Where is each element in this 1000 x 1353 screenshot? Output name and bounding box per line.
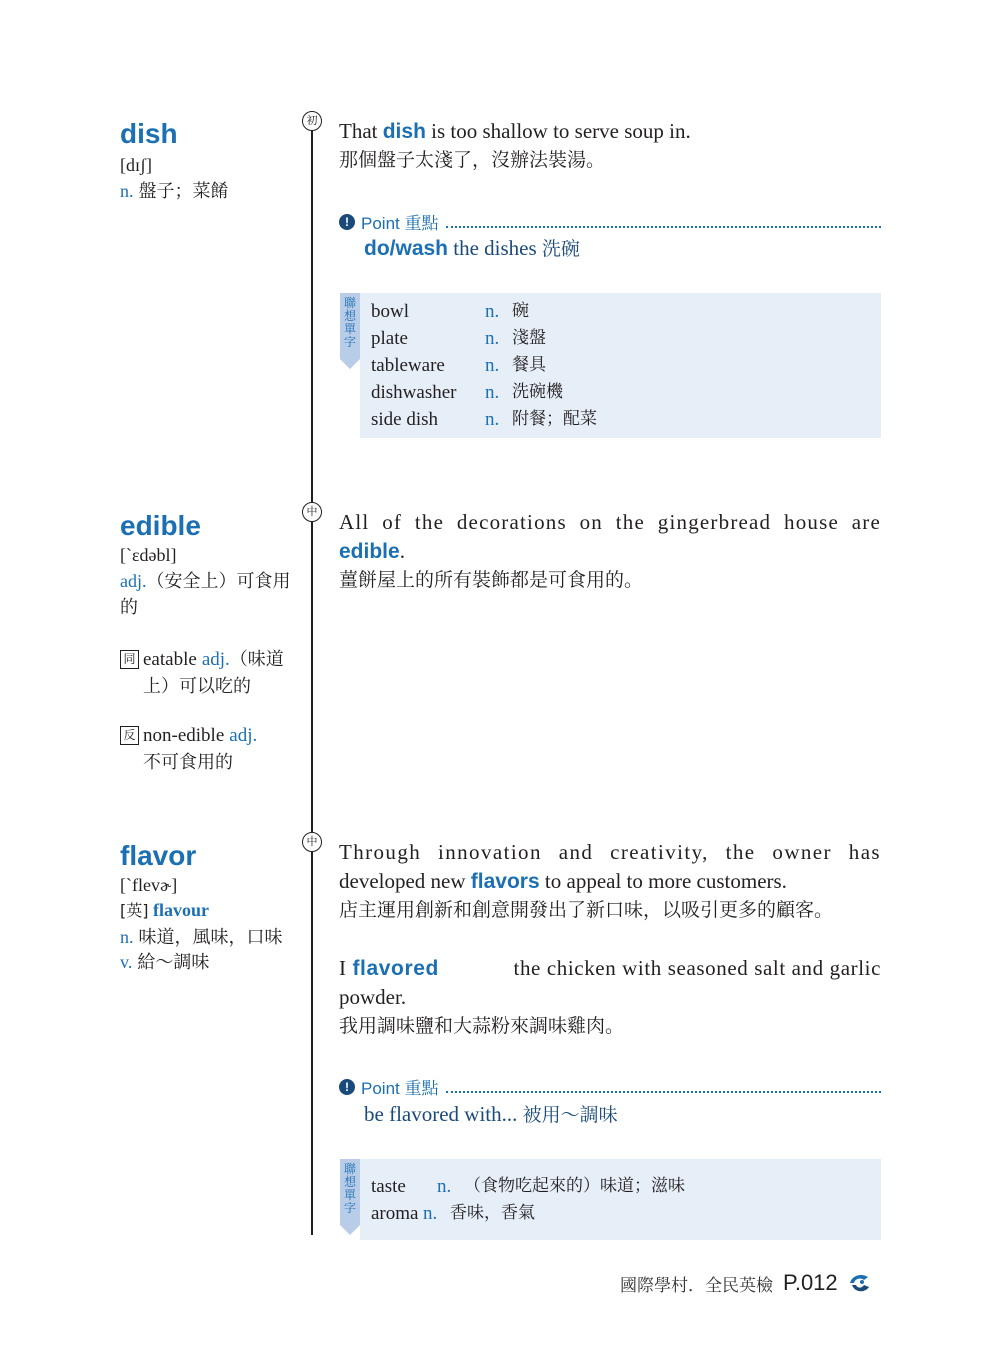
dotted-divider — [446, 216, 881, 228]
example-sentence-flavor-1-line2: developed new flavors to appeal to more customers. — [339, 869, 787, 893]
definition-dish: n. 盤子；菜餚 — [120, 181, 229, 201]
definition-flavor-verb: v. 給～調味 — [120, 952, 210, 972]
example-sentence-flavor-2-line2: powder. — [339, 985, 407, 1009]
example-sentence-edible-line1: All of the decorations on the gingerbread house are — [339, 510, 881, 534]
ipa-dish: [dɪʃ] — [120, 155, 152, 175]
related-word-row: bowl n. 碗 — [371, 301, 529, 322]
headword-dish: dish — [120, 118, 178, 149]
related-words-box-dish — [343, 293, 881, 438]
headword-flavor: flavor — [120, 840, 197, 871]
definition-flavor-noun: n. 味道，風味，口味 — [120, 927, 283, 947]
headword-edible: edible — [120, 510, 201, 541]
example-translation-flavor-2: 我用調味鹽和大蒜粉來調味雞肉。 — [339, 1015, 625, 1037]
exclamation-icon: ! — [339, 1079, 355, 1095]
bird-logo-icon — [846, 1271, 872, 1295]
level-badge-edible: 中 — [302, 502, 322, 522]
point-content-dish: do/wash the dishes 洗碗 — [364, 236, 580, 260]
related-word-row: tableware n. 餐具 — [371, 355, 546, 376]
dotted-divider — [446, 1081, 881, 1093]
antonym-label-box: 反 — [120, 726, 139, 745]
related-word-row: aroma n. 香味，香氣 — [371, 1203, 535, 1224]
british-spelling-flavor: [英] flavour — [120, 900, 209, 920]
related-words-tag: 聯想單字 — [340, 1159, 360, 1225]
point-header-flavor: ! Point 重點 — [339, 1074, 881, 1099]
related-words-tag: 聯想單字 — [340, 293, 360, 359]
example-translation-edible: 薑餅屋上的所有裝飾都是可食用的。 — [339, 569, 644, 591]
example-translation-dish: 那個盤子太淺了，沒辦法裝湯。 — [339, 149, 606, 171]
example-sentence-dish: That dish is too shallow to serve soup in. — [339, 119, 691, 143]
example-sentence-edible-line2: edible. — [339, 539, 405, 563]
page-number: P.012 — [783, 1270, 838, 1295]
synonym-label-box: 同 — [120, 650, 139, 669]
point-header-dish: ! Point 重點 — [339, 209, 881, 234]
level-badge-dish: 初 — [302, 111, 322, 131]
related-words-box-flavor — [343, 1159, 881, 1240]
timeline-line — [311, 120, 313, 1235]
level-badge-flavor: 中 — [302, 832, 322, 852]
synonym-edible: 同 eatable adj.（味道 上）可以吃的 — [120, 646, 305, 699]
antonym-edible: 反 non-edible adj. 不可食用的 — [120, 722, 305, 775]
example-sentence-flavor-2-line1: I flavored the chicken with seasoned salt and garlic — [339, 956, 881, 980]
publisher-name: 國際學村．全民英檢 — [620, 1275, 773, 1296]
example-sentence-flavor-1-line1: Through innovation and creativity, the owner has — [339, 840, 881, 864]
related-word-row: side dish n. 附餐；配菜 — [371, 409, 597, 430]
definition-edible: adj.（安全上）可食用的 — [120, 571, 291, 617]
example-translation-flavor-1: 店主運用創新和創意開發出了新口味，以吸引更多的顧客。 — [339, 899, 834, 921]
ipa-flavor: [ˋflevɚ] — [120, 875, 178, 895]
point-content-flavor: be flavored with... 被用～調味 — [364, 1102, 618, 1126]
related-word-row: dishwasher n. 洗碗機 — [371, 382, 563, 403]
exclamation-icon: ! — [339, 214, 355, 230]
page-footer — [620, 1270, 872, 1296]
ipa-edible: [ˋɛdəbl] — [120, 545, 177, 565]
related-word-row: taste n. （食物吃起來的）味道；滋味 — [371, 1176, 685, 1197]
related-word-row: plate n. 淺盤 — [371, 328, 546, 349]
